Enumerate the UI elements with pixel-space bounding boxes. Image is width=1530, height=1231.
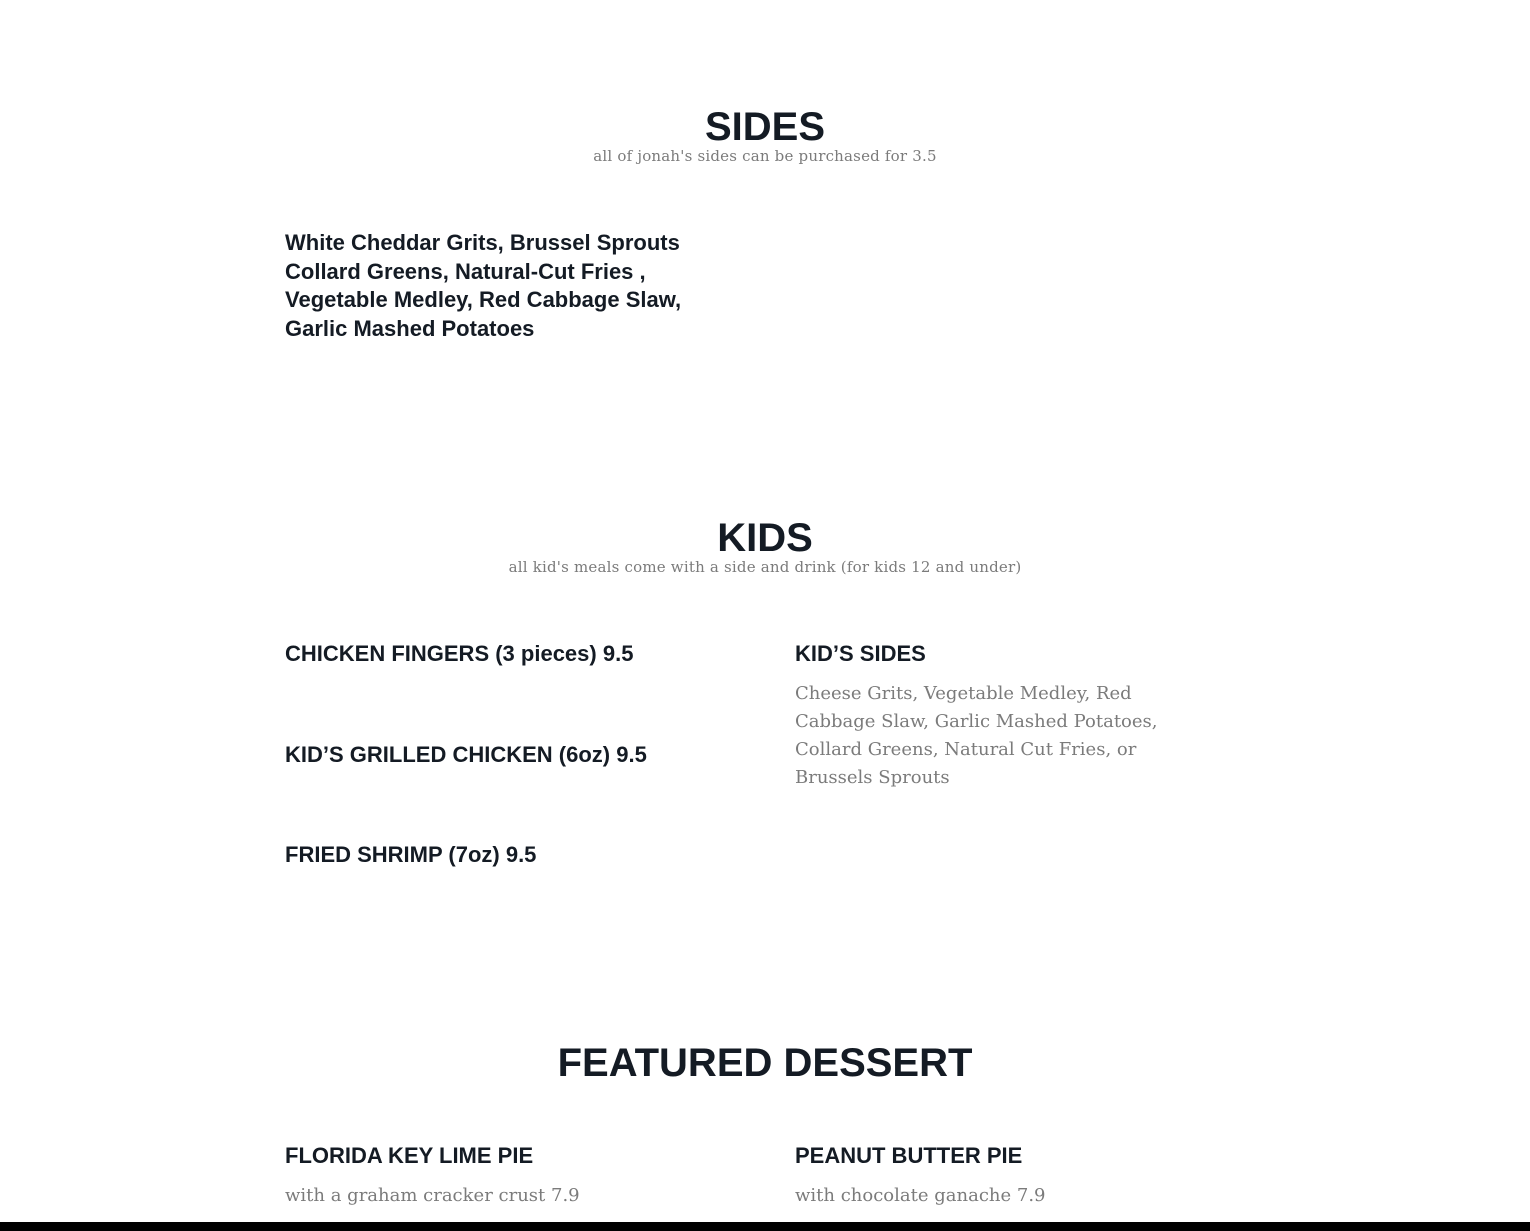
sides-title: SIDES xyxy=(704,105,826,149)
kids-sides-line: Brussels Sprouts xyxy=(795,767,950,788)
kids-sides-title: KID’S SIDES xyxy=(795,641,926,666)
kids-item-grilled-chicken: KID’S GRILLED CHICKEN (6oz) 9.5 xyxy=(285,742,647,767)
sides-line: Collard Greens, Natural-Cut Fries , xyxy=(285,258,646,284)
kids-sides-description xyxy=(795,680,1215,792)
kids-item-chicken-fingers: CHICKEN FINGERS (3 pieces) 9.5 xyxy=(285,641,634,666)
dessert-item-name: FLORIDA KEY LIME PIE xyxy=(285,1143,534,1168)
dessert-item-description: with a graham cracker crust 7.9 xyxy=(285,1185,580,1206)
kids-sides-line: Cabbage Slaw, Garlic Mashed Potatoes, xyxy=(795,711,1158,732)
sides-line: Vegetable Medley, Red Cabbage Slaw, xyxy=(285,287,682,313)
sides-line: Garlic Mashed Potatoes xyxy=(285,316,535,342)
bottom-bar xyxy=(0,1222,1530,1231)
kids-title: KIDS xyxy=(717,516,813,560)
dessert-item-name: PEANUT BUTTER PIE xyxy=(795,1143,1023,1168)
sides-line: White Cheddar Grits, Brussel Sprouts xyxy=(285,230,680,255)
kids-item-fried-shrimp: FRIED SHRIMP (7oz) 9.5 xyxy=(285,842,537,867)
kids-subtitle: all kid's meals come with a side and drink (for kids 12 and under) xyxy=(508,558,1022,576)
dessert-item-description: with chocolate ganache 7.9 xyxy=(795,1185,1046,1206)
sides-subtitle: all of jonah's sides can be purchased for 3.5 xyxy=(593,147,937,165)
kids-sides-line: Cheese Grits, Vegetable Medley, Red xyxy=(795,683,1132,704)
sides-list xyxy=(285,229,745,344)
kids-sides-line: Collard Greens, Natural Cut Fries, or xyxy=(795,739,1137,760)
dessert-title: FEATURED DESSERT xyxy=(557,1041,973,1085)
